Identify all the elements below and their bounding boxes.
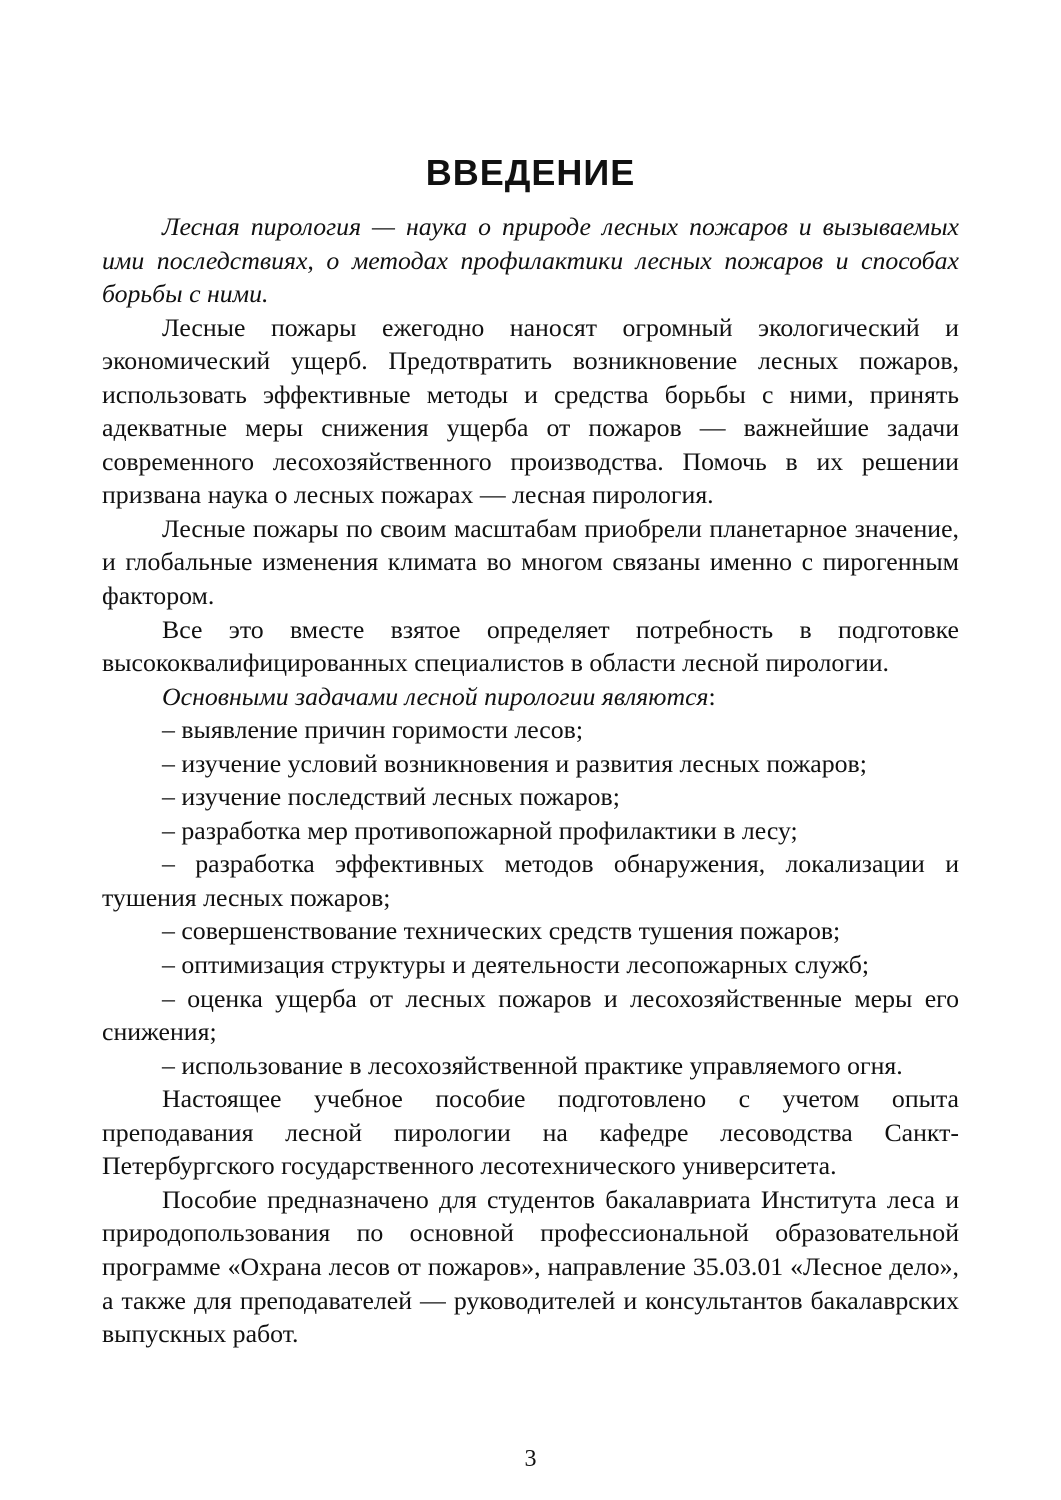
definition-text: Лесная пирология — наука о природе лесных пожаров и вызываемых ими последствиях, о методах профилактики лесных пожаров и способах борьбы с ними. — [102, 212, 959, 309]
tasks-intro — [102, 680, 959, 714]
paragraph: Лесные пожары по своим масштабам приобрели планетарное значение, и глобальные изменения климата во многом связаны именно с пирогенным фактором. — [102, 513, 959, 611]
page-number: 3 — [524, 1446, 537, 1472]
list-item: – использование в лесохозяйственной практике управляемого огня. — [162, 1050, 903, 1080]
list-item: – изучение условий возникновения и развития лесных пожаров; — [162, 748, 867, 778]
definition-paragraph — [102, 210, 959, 311]
list-item: – оценка ущерба от лесных пожаров и лесохозяйственные меры его снижения; — [102, 983, 959, 1047]
tasks-intro-italic: Основными задачами лесной пирологии являются — [162, 681, 709, 711]
page-title: ВВЕДЕНИЕ — [425, 152, 636, 193]
paragraph: Лесные пожары ежегодно наносят огромный экологический и экономический ущерб. Предотвратить возникновение лесных пожаров, использовать эффективные методы и средства борьбы с ними, принять адекватные меры снижения ущерба от пожаров — важнейшие задачи современного лесохозяйственного производства. Помочь в их решении призвана наука о лесных пожарах — лесная пирология. — [102, 312, 959, 510]
list-item: – разработка мер противопожарной профилактики в лесу; — [162, 815, 798, 845]
paragraph: Пособие предназначено для студентов бакалавриата Института леса и природопользования по основной профессиональной образовательной программе «Охрана лесов от пожаров», направление 35.03.01 «Лесное дело», а также для преподавателей — руководителей и консультантов бакалаврских выпускных работ. — [102, 1184, 959, 1349]
list-item: – выявление причин горимости лесов; — [162, 715, 583, 745]
list-item: – оптимизация структуры и деятельности лесопожарных служб; — [162, 950, 870, 980]
paragraph: Все это вместе взятое определяет потребность в подготовке высококвалифицированных специалистов в области лесной пирологии. — [102, 614, 959, 678]
paragraph: Настоящее учебное пособие подготовлено с учетом опыта преподавания лесной пирологии на кафедре лесоводства Санкт-Петербургского государственного лесотехнического университета. — [102, 1084, 959, 1181]
list-item: – разработка эффективных методов обнаружения, локализации и тушения лесных пожаров; — [102, 849, 959, 912]
list-item: – изучение последствий лесных пожаров; — [162, 782, 620, 812]
tasks-intro-suffix: : — [708, 681, 716, 711]
list-item: – совершенствование технических средств тушения пожаров; — [162, 916, 841, 946]
body-text — [102, 210, 959, 1351]
